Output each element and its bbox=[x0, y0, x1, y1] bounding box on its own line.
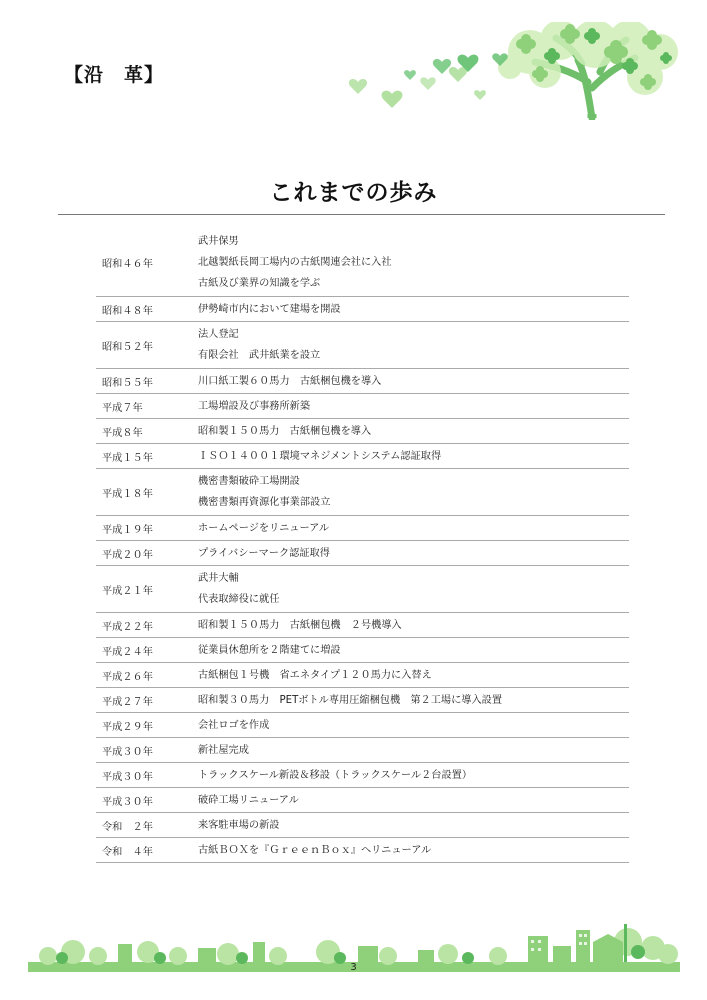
history-event bbox=[194, 469, 629, 516]
history-event-line: 昭和製１５０馬力 古紙梱包機を導入 bbox=[198, 425, 372, 437]
history-row bbox=[96, 613, 629, 638]
history-row bbox=[96, 469, 629, 516]
history-event-line: 伊勢崎市内において建場を開設 bbox=[198, 303, 341, 315]
section-label: 【沿 革】 bbox=[64, 64, 165, 86]
history-event-line: ホームページをリニューアル bbox=[198, 522, 330, 534]
history-row bbox=[96, 516, 629, 541]
history-event bbox=[194, 566, 629, 613]
history-era: 昭和５５年 bbox=[96, 369, 194, 394]
history-event-line: 川口紙工製６０馬力 古紙梱包機を導入 bbox=[198, 375, 382, 387]
history-row bbox=[96, 297, 629, 322]
history-era: 平成２４年 bbox=[96, 638, 194, 663]
history-era: 平成８年 bbox=[96, 419, 194, 444]
history-era: 平成２１年 bbox=[96, 566, 194, 613]
history-era: 昭和４８年 bbox=[96, 297, 194, 322]
history-era: 令和 ４年 bbox=[96, 838, 194, 863]
history-event-line: トラックスケール新設＆移設（トラックスケール２台設置） bbox=[198, 769, 473, 781]
history-event bbox=[194, 419, 629, 444]
history-era: 平成１８年 bbox=[96, 469, 194, 516]
history-event bbox=[194, 541, 629, 566]
history-event-line: 代表取締役に就任 bbox=[198, 594, 280, 605]
history-row bbox=[96, 813, 629, 838]
history-era: 昭和５２年 bbox=[96, 322, 194, 369]
history-event-line: 工場増設及び事務所新築 bbox=[198, 400, 311, 412]
history-era: 平成２９年 bbox=[96, 713, 194, 738]
history-event bbox=[194, 738, 629, 763]
history-row bbox=[96, 663, 629, 688]
history-event bbox=[194, 663, 629, 688]
history-event bbox=[194, 516, 629, 541]
history-era: 平成３０年 bbox=[96, 763, 194, 788]
history-era: 平成２０年 bbox=[96, 541, 194, 566]
history-event-line: 新社屋完成 bbox=[198, 744, 249, 756]
history-event bbox=[194, 394, 629, 419]
history-era: 平成２７年 bbox=[96, 688, 194, 713]
history-event-line: 昭和製１５０馬力 古紙梱包機 ２号機導入 bbox=[198, 619, 402, 631]
history-event-line: 破砕工場リニューアル bbox=[198, 794, 299, 806]
history-event bbox=[194, 613, 629, 638]
history-era: 平成２２年 bbox=[96, 613, 194, 638]
history-event bbox=[194, 688, 629, 713]
history-event-line: 武井保男 bbox=[198, 236, 239, 247]
history-era: 平成７年 bbox=[96, 394, 194, 419]
history-event bbox=[194, 713, 629, 738]
history-event-line: 機密書類破砕工場開設 bbox=[198, 476, 300, 487]
history-event-line: 法人登記 bbox=[198, 329, 239, 340]
history-row bbox=[96, 541, 629, 566]
clover-tree-illustration bbox=[330, 22, 680, 120]
history-row bbox=[96, 322, 629, 369]
history-era: 昭和４６年 bbox=[96, 229, 194, 297]
history-row bbox=[96, 369, 629, 394]
history-row bbox=[96, 419, 629, 444]
history-row bbox=[96, 838, 629, 863]
history-event-line: 古紙梱包１号機 省エネタイプ１２０馬力に入替え bbox=[198, 669, 432, 681]
history-era: 平成２６年 bbox=[96, 663, 194, 688]
history-event-line: 有限会社 武井紙業を設立 bbox=[198, 350, 321, 361]
history-event bbox=[194, 838, 629, 863]
history-row bbox=[96, 394, 629, 419]
history-row bbox=[96, 566, 629, 613]
history-row bbox=[96, 638, 629, 663]
history-event-line: 従業員休憩所を２階建てに増設 bbox=[198, 644, 341, 656]
history-row bbox=[96, 738, 629, 763]
title-divider bbox=[58, 214, 665, 215]
history-event-line: 北越製紙長岡工場内の古紙関連会社に入社 bbox=[198, 257, 392, 268]
history-row bbox=[96, 788, 629, 813]
history-era: 平成３０年 bbox=[96, 788, 194, 813]
history-row bbox=[96, 713, 629, 738]
history-event-line: 昭和製３０馬力 PETボトル専用圧縮梱包機 第２工場に導入設置 bbox=[198, 694, 503, 706]
history-row bbox=[96, 229, 629, 297]
history-row bbox=[96, 444, 629, 469]
history-era: 平成１９年 bbox=[96, 516, 194, 541]
history-event bbox=[194, 813, 629, 838]
history-event bbox=[194, 638, 629, 663]
history-event-line: プライバシーマーク認証取得 bbox=[198, 547, 330, 559]
history-row bbox=[96, 763, 629, 788]
history-row bbox=[96, 688, 629, 713]
history-event-line: 機密書類再資源化事業部設立 bbox=[198, 497, 331, 508]
history-event bbox=[194, 369, 629, 394]
history-event bbox=[194, 788, 629, 813]
page-number: 3 bbox=[350, 962, 357, 973]
history-event-line: ＩＳＯ１４００１環境マネジメントシステム認証取得 bbox=[198, 450, 442, 462]
history-event-line: 古紙ＢＯＸを『ＧｒｅｅｎＢｏｘ』へリニューアル bbox=[198, 844, 432, 856]
page-title: これまでの歩み bbox=[269, 180, 438, 206]
history-table bbox=[96, 229, 629, 863]
history-event-line: 会社ロゴを作成 bbox=[198, 719, 270, 731]
history-event bbox=[194, 297, 629, 322]
history-event bbox=[194, 763, 629, 788]
history-event-line: 来客駐車場の新設 bbox=[198, 819, 280, 831]
history-era: 令和 ２年 bbox=[96, 813, 194, 838]
history-event bbox=[194, 322, 629, 369]
history-era: 平成１５年 bbox=[96, 444, 194, 469]
history-event-line: 武井大輔 bbox=[198, 573, 239, 584]
history-event bbox=[194, 229, 629, 297]
history-era: 平成３０年 bbox=[96, 738, 194, 763]
history-event-line: 古紙及び業界の知識を学ぶ bbox=[198, 278, 321, 289]
history-event bbox=[194, 444, 629, 469]
